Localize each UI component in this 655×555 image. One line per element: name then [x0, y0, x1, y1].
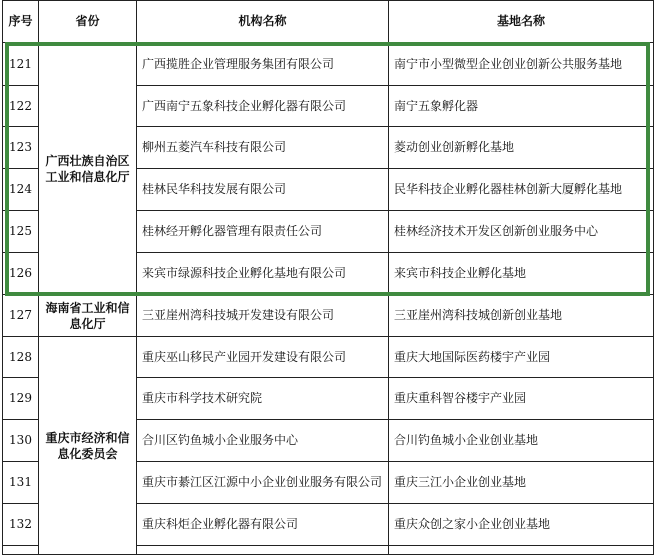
table-row: [3, 337, 654, 378]
row-org: 桂林民华科技发展有限公司: [137, 169, 389, 211]
province-chongqing: 重庆市经济和信息化委员会: [39, 337, 137, 555]
header-org: 机构名称: [137, 1, 389, 43]
row-base: 来宾市科技企业孵化基地: [389, 253, 654, 295]
header-base: 基地名称: [389, 1, 654, 43]
empty-cell: [137, 546, 389, 555]
row-base: 南宁五象孵化器: [389, 86, 654, 127]
row-seq: 125: [3, 211, 39, 253]
row-seq: 123: [3, 127, 39, 169]
row-seq: 127: [3, 295, 39, 337]
row-org: 重庆市綦江区江源中小企业创业服务有限公司: [137, 462, 389, 504]
row-base: 重庆三江小企业创业基地: [389, 462, 654, 504]
row-org: 重庆巫山移民产业园开发建设有限公司: [137, 337, 389, 378]
row-org: 来宾市绿源科技企业孵化基地有限公司: [137, 253, 389, 295]
row-base: 合川钓鱼城小企业创业基地: [389, 420, 654, 462]
empty-cell: [389, 546, 654, 555]
row-org: 三亚崖州湾科技城开发建设有限公司: [137, 295, 389, 337]
data-table: [2, 0, 654, 555]
row-seq: 121: [3, 43, 39, 86]
row-base: 菱动创业创新孵化基地: [389, 127, 654, 169]
row-base: 重庆大地国际医药楼宇产业园: [389, 337, 654, 378]
header-seq: 序号: [3, 1, 39, 43]
row-base: 重庆众创之家小企业创业基地: [389, 504, 654, 546]
row-seq: 129: [3, 378, 39, 420]
row-seq: 132: [3, 504, 39, 546]
row-org: 广西南宁五象科技企业孵化器有限公司: [137, 86, 389, 127]
row-seq: 128: [3, 337, 39, 378]
row-seq: 126: [3, 253, 39, 295]
row-seq: 122: [3, 86, 39, 127]
row-base: 重庆重科智谷楼宇产业园: [389, 378, 654, 420]
row-org: 广西揽胜企业管理服务集团有限公司: [137, 43, 389, 86]
row-seq: 131: [3, 462, 39, 504]
row-seq: 124: [3, 169, 39, 211]
row-base: 民华科技企业孵化器桂林创新大厦孵化基地: [389, 169, 654, 211]
row-org: 合川区钓鱼城小企业服务中心: [137, 420, 389, 462]
row-org: 重庆科炬企业孵化器有限公司: [137, 504, 389, 546]
empty-cell: [3, 546, 39, 555]
row-org: 柳州五菱汽车科技有限公司: [137, 127, 389, 169]
header-province: 省份: [39, 1, 137, 43]
province-guangxi: 广西壮族自治区工业和信息化厅: [39, 43, 137, 295]
row-org: 桂林经开孵化器管理有限责任公司: [137, 211, 389, 253]
table-row: [3, 295, 654, 337]
row-org: 重庆市科学技术研究院: [137, 378, 389, 420]
row-base: 三亚崖州湾科技城创新创业基地: [389, 295, 654, 337]
row-base: 南宁市小型微型企业创业创新公共服务基地: [389, 43, 654, 86]
row-seq: 130: [3, 420, 39, 462]
header-row: [3, 1, 654, 43]
table-row: [3, 43, 654, 86]
row-base: 桂林经济技术开发区创新创业服务中心: [389, 211, 654, 253]
province-hainan: 海南省工业和信息化厅: [39, 295, 137, 337]
